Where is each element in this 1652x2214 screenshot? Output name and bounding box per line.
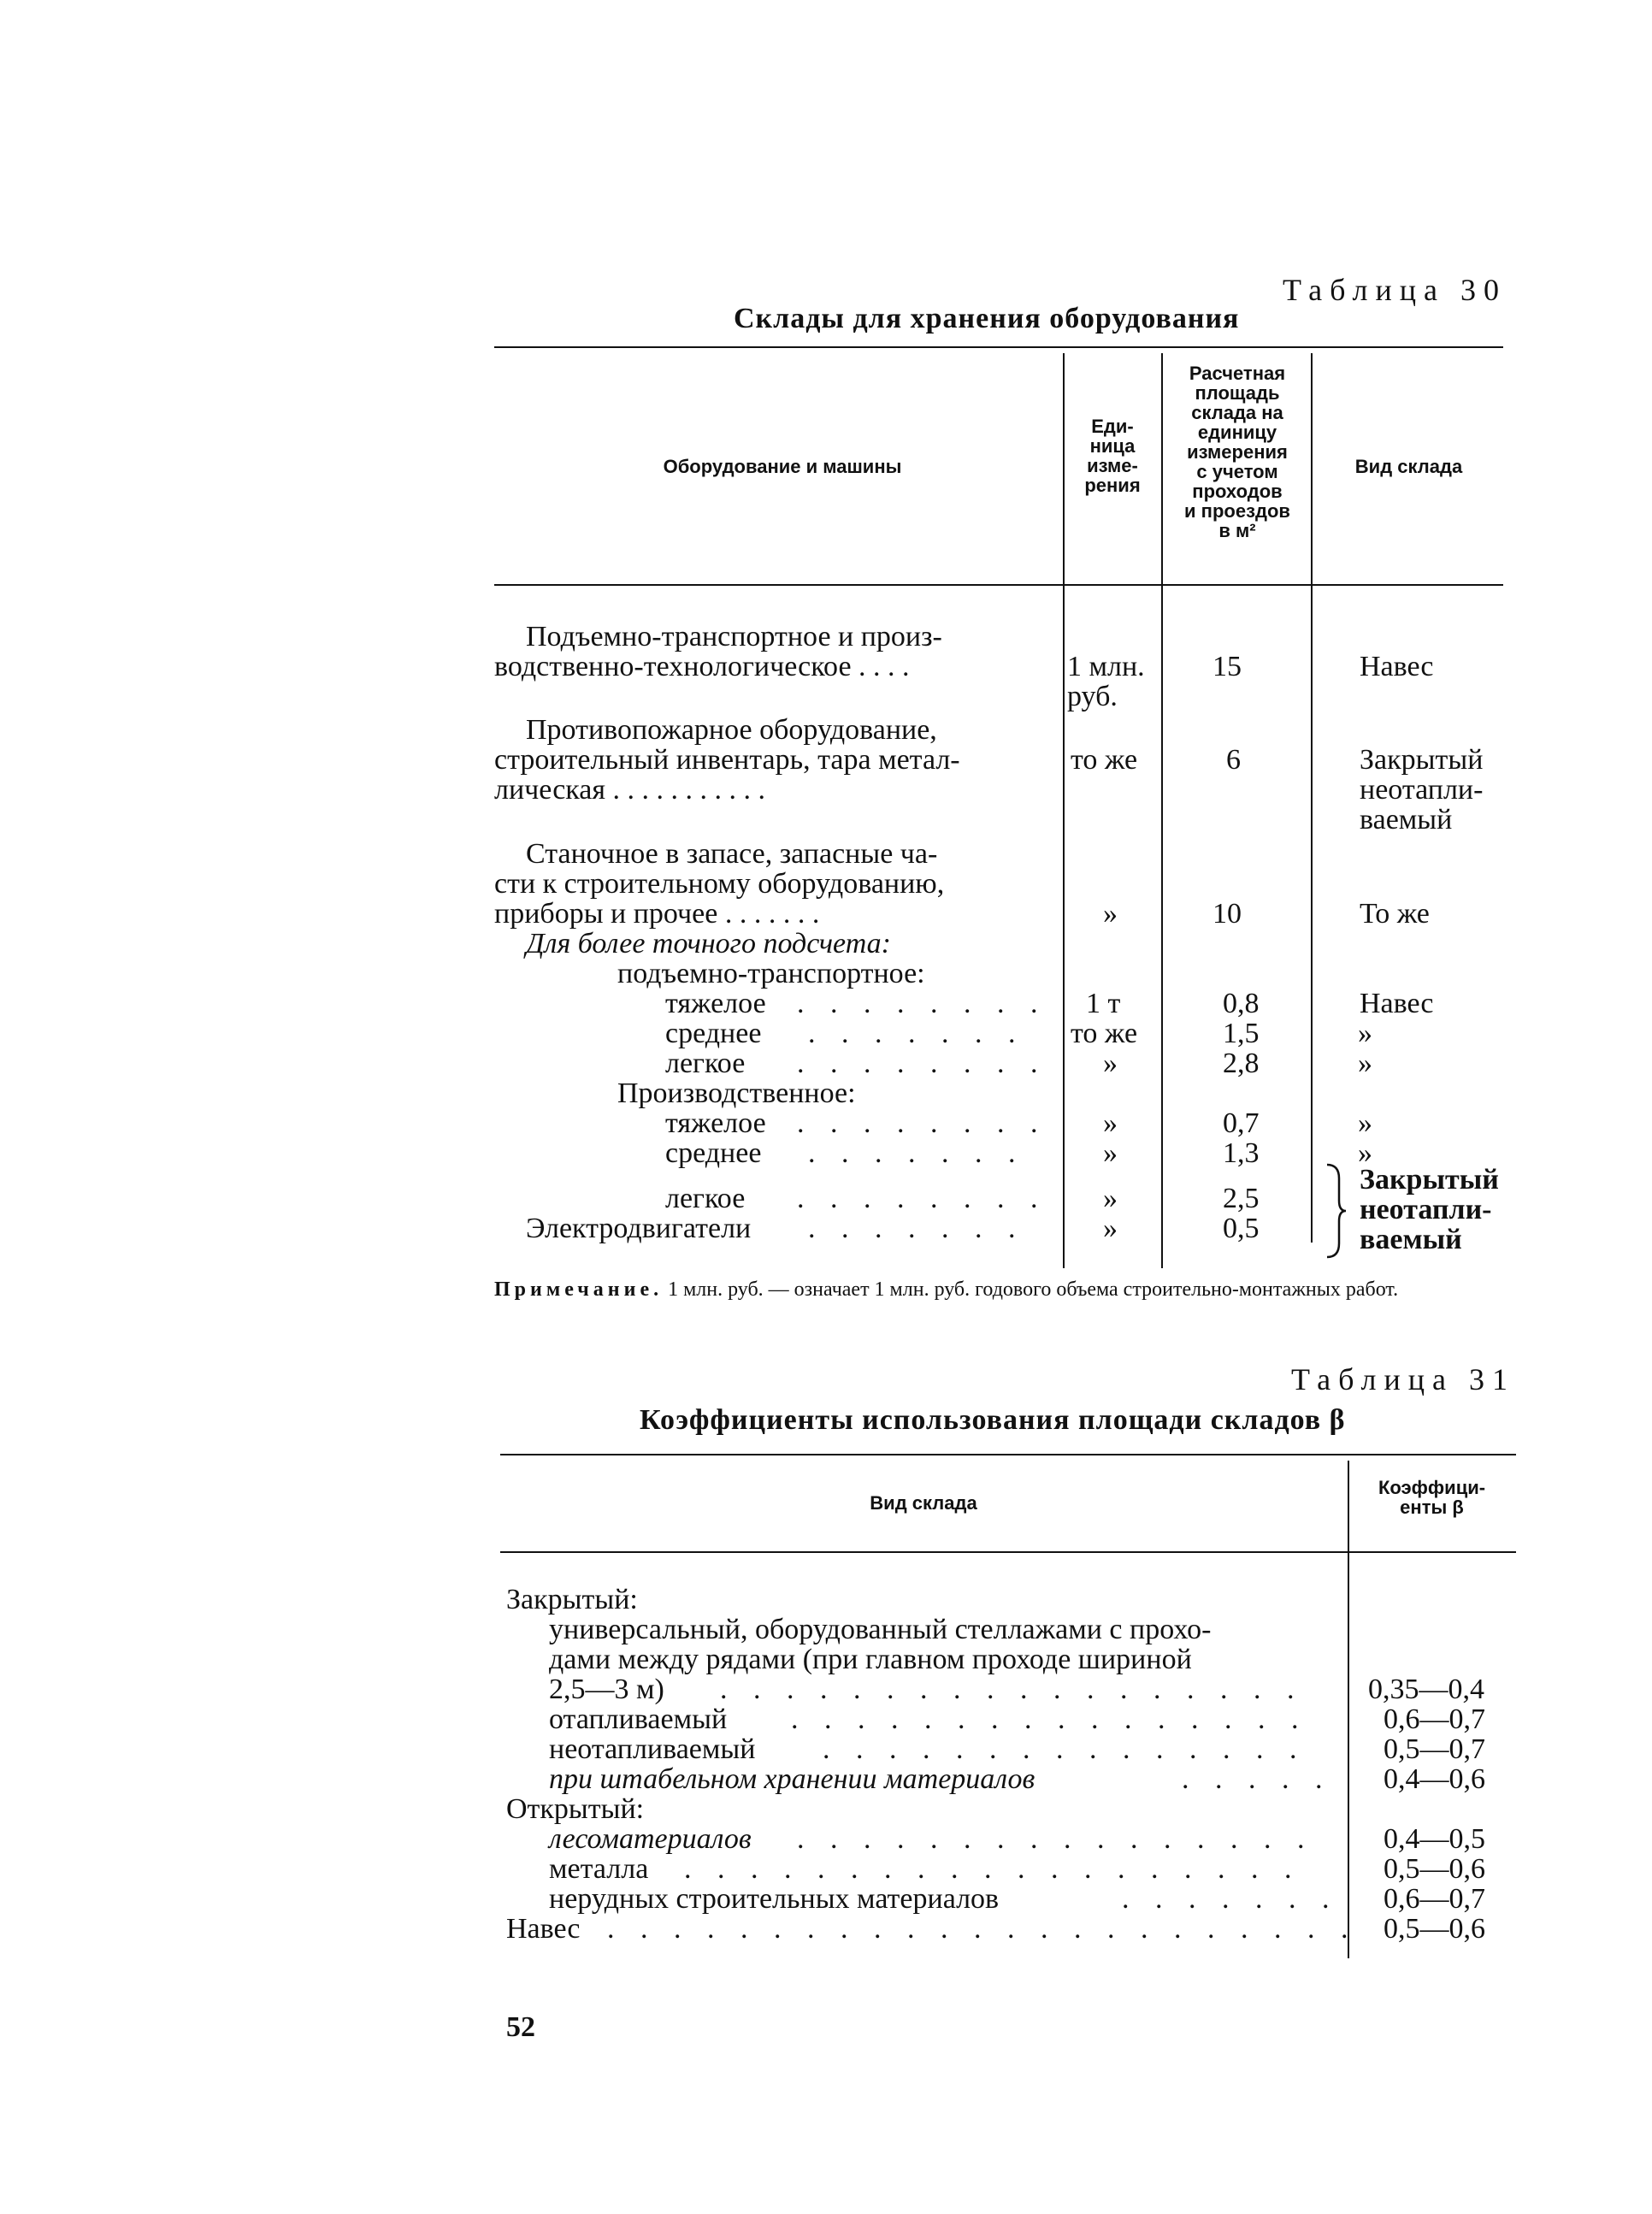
t30-g1-heavy-unit: 1 т xyxy=(1086,988,1121,1019)
t31-universal-line3: 2,5—3 м) xyxy=(549,1674,664,1705)
t31-header-coef: Коэффици- енты β xyxy=(1378,1477,1486,1518)
t30-group2-title: Производственное: xyxy=(617,1077,856,1109)
t30-g1-light-leader: . . . . . . . . xyxy=(797,1048,1047,1079)
t31-nonmetallic-leader: . . . . . . . xyxy=(1122,1883,1339,1915)
t30-row3-kind: То же xyxy=(1360,898,1430,930)
t31-timber: лесоматериалов xyxy=(549,1823,752,1855)
t30-g1-heavy-kind: Навес xyxy=(1360,988,1434,1019)
table-30-col-divider-2 xyxy=(1161,353,1163,1268)
t30-row1-area: 15 xyxy=(1212,651,1242,682)
t30-g2-light-area: 2,5 xyxy=(1223,1183,1260,1214)
table-31-top-rule xyxy=(500,1454,1516,1455)
t30-g2-medium-leader: . . . . . . . xyxy=(808,1137,1025,1169)
t31-unheated-value: 0,5—0,7 xyxy=(1384,1733,1485,1765)
t30-row3-unit: » xyxy=(1103,898,1118,930)
t31-canopy-value: 0,5—0,6 xyxy=(1384,1913,1485,1945)
t31-universal-leader: . . . . . . . . . . . . . . . . . . xyxy=(720,1674,1304,1705)
table-30-col-divider-3 xyxy=(1311,353,1313,1243)
header-area: Расчетная площадь склада на единицу измерения с учетом проходов и проездов в м² xyxy=(1184,363,1290,541)
t31-universal-line2: дами между рядами (при главном проходе шириной xyxy=(549,1644,1192,1675)
t31-universal-value: 0,35—0,4 xyxy=(1368,1674,1484,1705)
t30-brace-kind: Закрытый неотапли- ваемый xyxy=(1360,1164,1499,1255)
t31-metal-value: 0,5—0,6 xyxy=(1384,1853,1485,1885)
header-equipment: Оборудование и машины xyxy=(663,456,902,477)
table-31-label: Таблица 31 xyxy=(1291,1362,1515,1396)
table-31-header-rule xyxy=(500,1551,1516,1553)
t30-note-label: Примечание. xyxy=(494,1278,664,1301)
table-30-top-rule xyxy=(494,346,1503,348)
header-unit: Еди- ница изме- рения xyxy=(1084,416,1141,496)
t31-universal-line1: универсальный, оборудованный стеллажами с прохо- xyxy=(549,1614,1212,1645)
t31-timber-leader: . . . . . . . . . . . . . . . . xyxy=(797,1823,1314,1855)
table-30-header-rule xyxy=(494,584,1503,586)
t30-g1-heavy-area: 0,8 xyxy=(1223,988,1260,1019)
t30-note xyxy=(494,1278,1503,1302)
t30-g1-light-unit: » xyxy=(1103,1048,1118,1079)
t30-g1-light-area: 2,8 xyxy=(1223,1048,1260,1079)
t30-g1-medium-unit: то же xyxy=(1071,1018,1138,1049)
t30-motors-leader: . . . . . . . xyxy=(808,1213,1025,1244)
t30-g1-medium: среднее xyxy=(665,1018,762,1049)
t31-open: Открытый: xyxy=(506,1793,645,1825)
t30-g2-medium-kind: » xyxy=(1358,1137,1372,1169)
t31-unheated-leader: . . . . . . . . . . . . . . . xyxy=(823,1733,1307,1765)
t31-canopy: Навес xyxy=(506,1913,581,1945)
t31-stacked-value: 0,4—0,6 xyxy=(1384,1763,1485,1795)
t30-g2-light-leader: . . . . . . . . xyxy=(797,1183,1047,1214)
t30-g2-heavy: тяжелое xyxy=(665,1107,766,1139)
header-kind: Вид склада xyxy=(1354,456,1463,477)
t30-motors-area: 0,5 xyxy=(1223,1213,1260,1244)
t30-row1-kind: Навес xyxy=(1360,651,1434,682)
t31-nonmetallic-value: 0,6—0,7 xyxy=(1384,1883,1485,1915)
table-30-title: Склады для хранения оборудования xyxy=(734,303,1240,334)
t30-g2-heavy-unit: » xyxy=(1103,1107,1118,1139)
t30-g1-light-kind: » xyxy=(1358,1048,1372,1079)
t31-nonmetallic: нерудных строительных материалов xyxy=(549,1883,1000,1915)
t31-header-kind: Вид склада xyxy=(870,1492,977,1514)
page-number: 52 xyxy=(506,2011,535,2043)
table-30-label: Таблица 30 xyxy=(1283,273,1507,307)
t30-row1-unit: 1 млн. руб. xyxy=(1067,651,1145,712)
t30-row2-unit: то же xyxy=(1071,744,1138,776)
t30-g2-medium-unit: » xyxy=(1103,1137,1118,1169)
t30-row1-line2: водственно-технологическое . . . . xyxy=(494,651,910,682)
t30-g2-heavy-area: 0,7 xyxy=(1223,1107,1260,1139)
t30-row2-line2: строительный инвентарь, тара метал- xyxy=(494,744,960,776)
t30-row3-line2: сти к строительному оборудованию, xyxy=(494,868,945,900)
t31-heated-leader: . . . . . . . . . . . . . . . . xyxy=(791,1703,1308,1735)
t30-row2-line1: Противопожарное оборудование, xyxy=(526,714,937,746)
t30-row2-line3: лическая . . . . . . . . . . . xyxy=(494,774,766,806)
brace-icon xyxy=(1324,1163,1348,1259)
t30-motors-unit: » xyxy=(1103,1213,1118,1244)
t30-g2-light-unit: » xyxy=(1103,1183,1118,1214)
t31-heated-value: 0,6—0,7 xyxy=(1384,1703,1485,1735)
t30-row2-kind: Закрытый неотапли- ваемый xyxy=(1360,744,1484,835)
t31-stacked: при штабельном хранении материалов xyxy=(549,1763,1035,1795)
t30-g1-light: легкое xyxy=(665,1048,746,1079)
t31-heated: отапливаемый xyxy=(549,1703,728,1735)
table-31-col-divider xyxy=(1348,1461,1349,1958)
t30-row3-line1: Станочное в запасе, запасные ча- xyxy=(526,838,938,870)
t30-g2-medium-area: 1,3 xyxy=(1223,1137,1260,1169)
t30-row3-area: 10 xyxy=(1212,898,1242,930)
table-30-col-divider-1 xyxy=(1063,353,1065,1268)
t30-g2-heavy-leader: . . . . . . . . xyxy=(797,1107,1047,1139)
t30-note-text: 1 млн. руб. — означает 1 млн. руб. годового объема строительно-монтажных работ. xyxy=(668,1278,1399,1301)
t31-unheated: неотапливаемый xyxy=(549,1733,756,1765)
t30-g1-medium-leader: . . . . . . . xyxy=(808,1018,1025,1049)
t30-g2-light: легкое xyxy=(665,1183,746,1214)
t30-g2-heavy-kind: » xyxy=(1358,1107,1372,1139)
t30-motors: Электродвигатели xyxy=(526,1213,752,1244)
t30-sub-intro: Для более точного подсчета: xyxy=(526,928,891,959)
t30-g1-medium-area: 1,5 xyxy=(1223,1018,1260,1049)
t30-g2-medium: среднее xyxy=(665,1137,762,1169)
t30-g1-heavy: тяжелое xyxy=(665,988,766,1019)
t31-closed: Закрытый: xyxy=(506,1584,638,1615)
t31-timber-value: 0,4—0,5 xyxy=(1384,1823,1485,1855)
t30-row2-area: 6 xyxy=(1226,744,1241,776)
t30-row1-line1: Подъемно-транспортное и произ- xyxy=(526,621,942,652)
t31-canopy-leader: . . . . . . . . . . . . . . . . . . . . . . . xyxy=(607,1913,1358,1945)
t31-stacked-leader: . . . . . xyxy=(1182,1763,1332,1795)
t31-metal-leader: . . . . . . . . . . . . . . . . . . . xyxy=(684,1853,1301,1885)
t30-group1-title: подъемно-транспортное: xyxy=(617,958,925,989)
t31-metal: металла xyxy=(549,1853,649,1885)
t30-g1-medium-kind: » xyxy=(1358,1018,1372,1049)
table-31-title: Коэффициенты использования площади складов β xyxy=(640,1404,1346,1436)
t30-row3-line3: приборы и прочее . . . . . . . xyxy=(494,898,820,930)
t30-g1-heavy-leader: . . . . . . . . xyxy=(797,988,1047,1019)
